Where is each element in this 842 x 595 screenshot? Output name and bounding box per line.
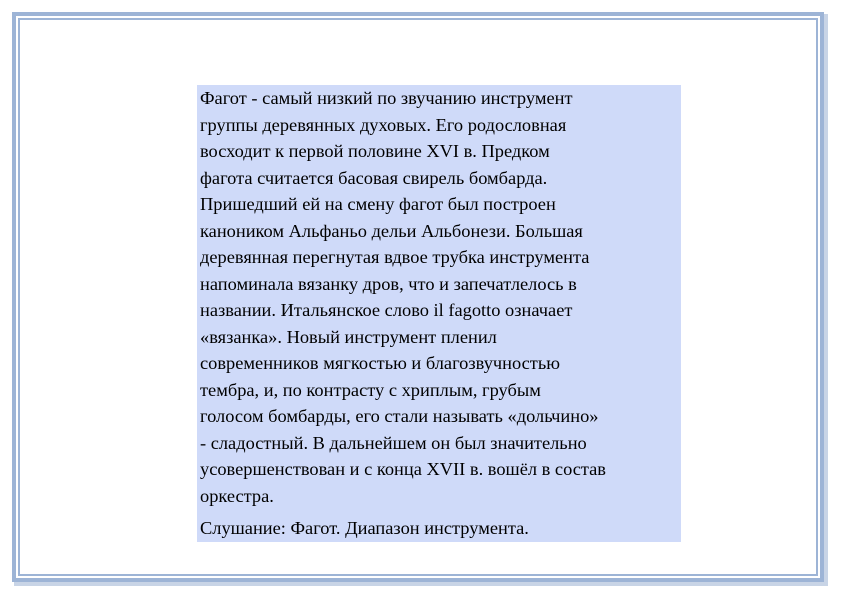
text-line: деревянная перегнутая вдвое трубка инструмента [200,247,590,267]
text-line: голосом бомбарды, его стали называть «дольчино» [200,406,599,426]
bassoon-description [200,85,678,509]
frame-shadow [14,582,828,586]
text-line: тембра, и, по контрасту с хриплым, грубым [200,379,541,400]
text-line: Фагот - самый низкий по звучанию инструмент [200,88,573,108]
text-line: названии. Итальянское слово il fagotto означает [200,300,573,320]
listening-line: Слушание: Фагот. Диапазон инструмента. [200,518,529,538]
text-line: каноником Альфаньо дельи Альбонези. Большая [200,220,583,241]
text-line: Пришедший ей на смену фагот был построен [200,194,556,214]
text-line: «вязанка». Новый инструмент пленил [200,326,497,347]
text-line: - сладостный. В дальнейшем он был значительно [200,432,587,453]
text-line: напоминала вязанку дров, что и запечатлелось в [200,273,577,294]
text-box [197,85,681,542]
text-line: усовершенствован и с конца XVII в. вошёл в состав [200,459,606,479]
text-line: современников мягкостью и благозвучностью [200,353,560,373]
text-line: оркестра. [200,485,274,506]
text-line: восходит к первой половине XVI в. Предком [200,141,550,161]
frame-shadow [824,14,828,584]
text-line: группы деревянных духовых. Его родословная [200,114,567,135]
text-line: фагота считается басовая свирель бомбарда. [200,167,548,188]
